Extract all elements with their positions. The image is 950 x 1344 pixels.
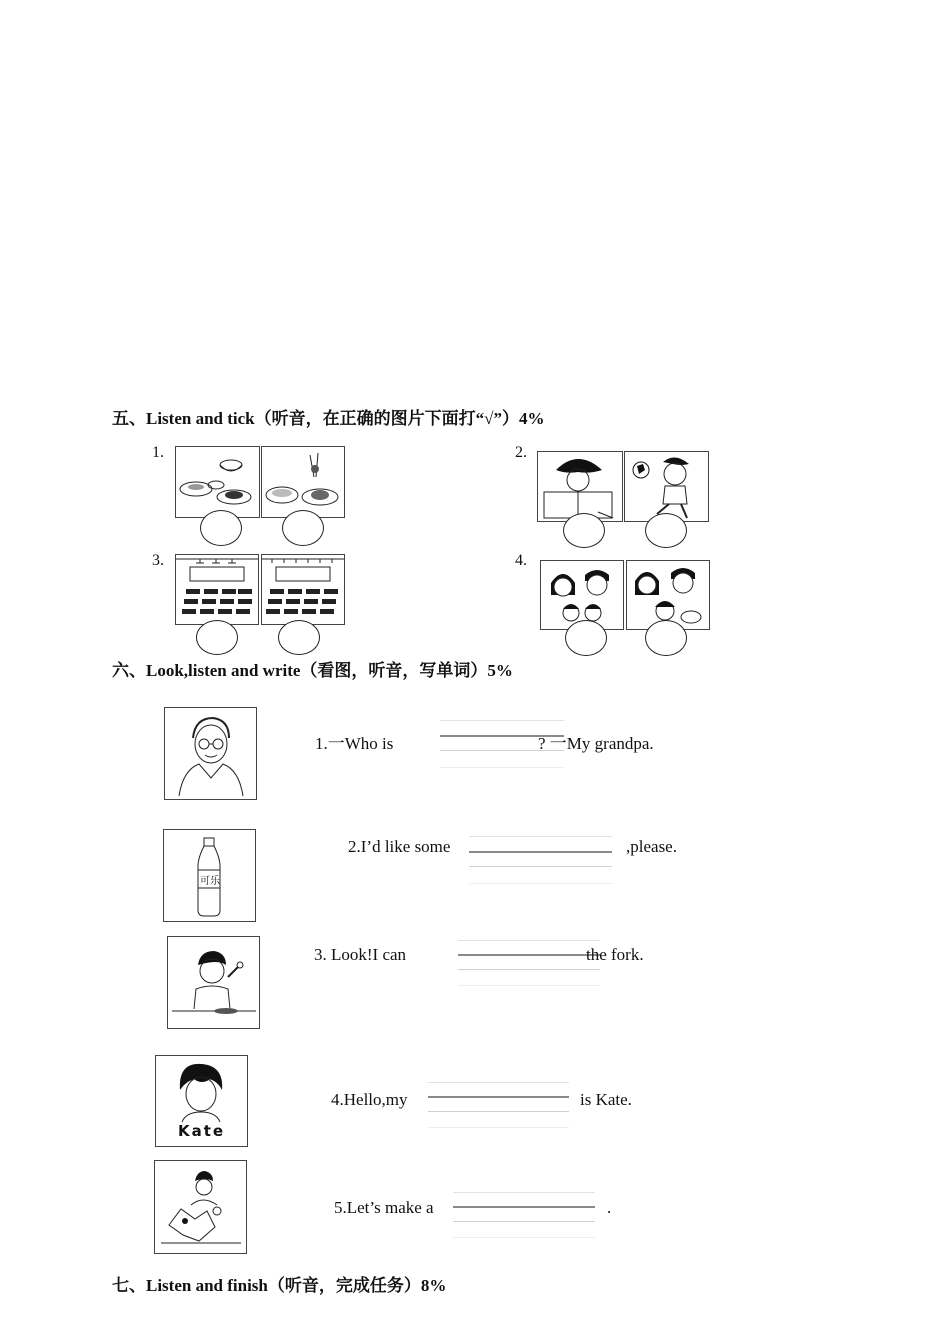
bread-and-meat-icon bbox=[261, 446, 345, 518]
write-q3-after: the fork. bbox=[586, 945, 644, 964]
tick-item-1-number: 1. bbox=[152, 444, 164, 461]
boy-with-fork-icon bbox=[167, 936, 260, 1029]
classroom-desks-icon bbox=[175, 554, 259, 625]
tick-oval-3a[interactable] bbox=[196, 620, 238, 655]
write-q2-before: 2.I’d like some bbox=[348, 837, 451, 856]
write-q5-after: . bbox=[607, 1198, 612, 1217]
tick-oval-1b[interactable] bbox=[282, 510, 324, 546]
section-five-title: 五、Listen and tick（听音，在正确的图片下面打“√”）4% bbox=[112, 409, 545, 428]
write-q3-blank[interactable] bbox=[458, 940, 600, 986]
tick-oval-2a[interactable] bbox=[563, 513, 605, 548]
kate-caption: Kate bbox=[177, 1122, 226, 1140]
write-q4-after: is Kate. bbox=[580, 1090, 632, 1109]
tick-oval-4a[interactable] bbox=[565, 620, 607, 656]
write-q2-after: ,please. bbox=[626, 837, 677, 856]
tick-item-3-number: 3. bbox=[152, 552, 164, 569]
section-six-title: 六、Look,listen and write（看图，听音，写单词）5% bbox=[112, 661, 513, 680]
write-q5-before: 5.Let’s make a bbox=[334, 1198, 434, 1217]
tick-oval-3b[interactable] bbox=[278, 620, 320, 655]
write-q4-before: 4.Hello,my bbox=[331, 1090, 408, 1109]
classroom-more-desks-icon bbox=[261, 554, 345, 625]
write-q3-before: 3. Look!I can bbox=[314, 945, 407, 964]
write-q2-blank[interactable] bbox=[469, 836, 612, 884]
boy-reading-icon bbox=[537, 451, 623, 522]
making-puppet-icon bbox=[154, 1160, 247, 1254]
boy-playing-football-icon bbox=[624, 451, 709, 522]
tick-oval-1a[interactable] bbox=[200, 510, 242, 546]
write-q1-after: ? 一My grandpa. bbox=[538, 734, 654, 753]
write-q4-blank[interactable] bbox=[428, 1082, 569, 1128]
cola-label: 可乐 bbox=[200, 876, 220, 887]
tick-oval-2b[interactable] bbox=[645, 513, 687, 548]
tick-item-4-number: 4. bbox=[515, 552, 527, 569]
section-seven-title: 七、Listen and finish（听音，完成任务）8% bbox=[112, 1276, 447, 1295]
cola-bottle-icon bbox=[163, 829, 256, 922]
tick-item-2-number: 2. bbox=[515, 444, 527, 461]
rice-and-dishes-icon bbox=[175, 446, 260, 518]
write-q5-blank[interactable] bbox=[453, 1192, 595, 1238]
grandpa-icon bbox=[164, 707, 257, 800]
tick-oval-4b[interactable] bbox=[645, 620, 687, 656]
girl-kate-icon bbox=[155, 1055, 248, 1147]
write-q1-before: 1.一Who is bbox=[315, 734, 394, 753]
